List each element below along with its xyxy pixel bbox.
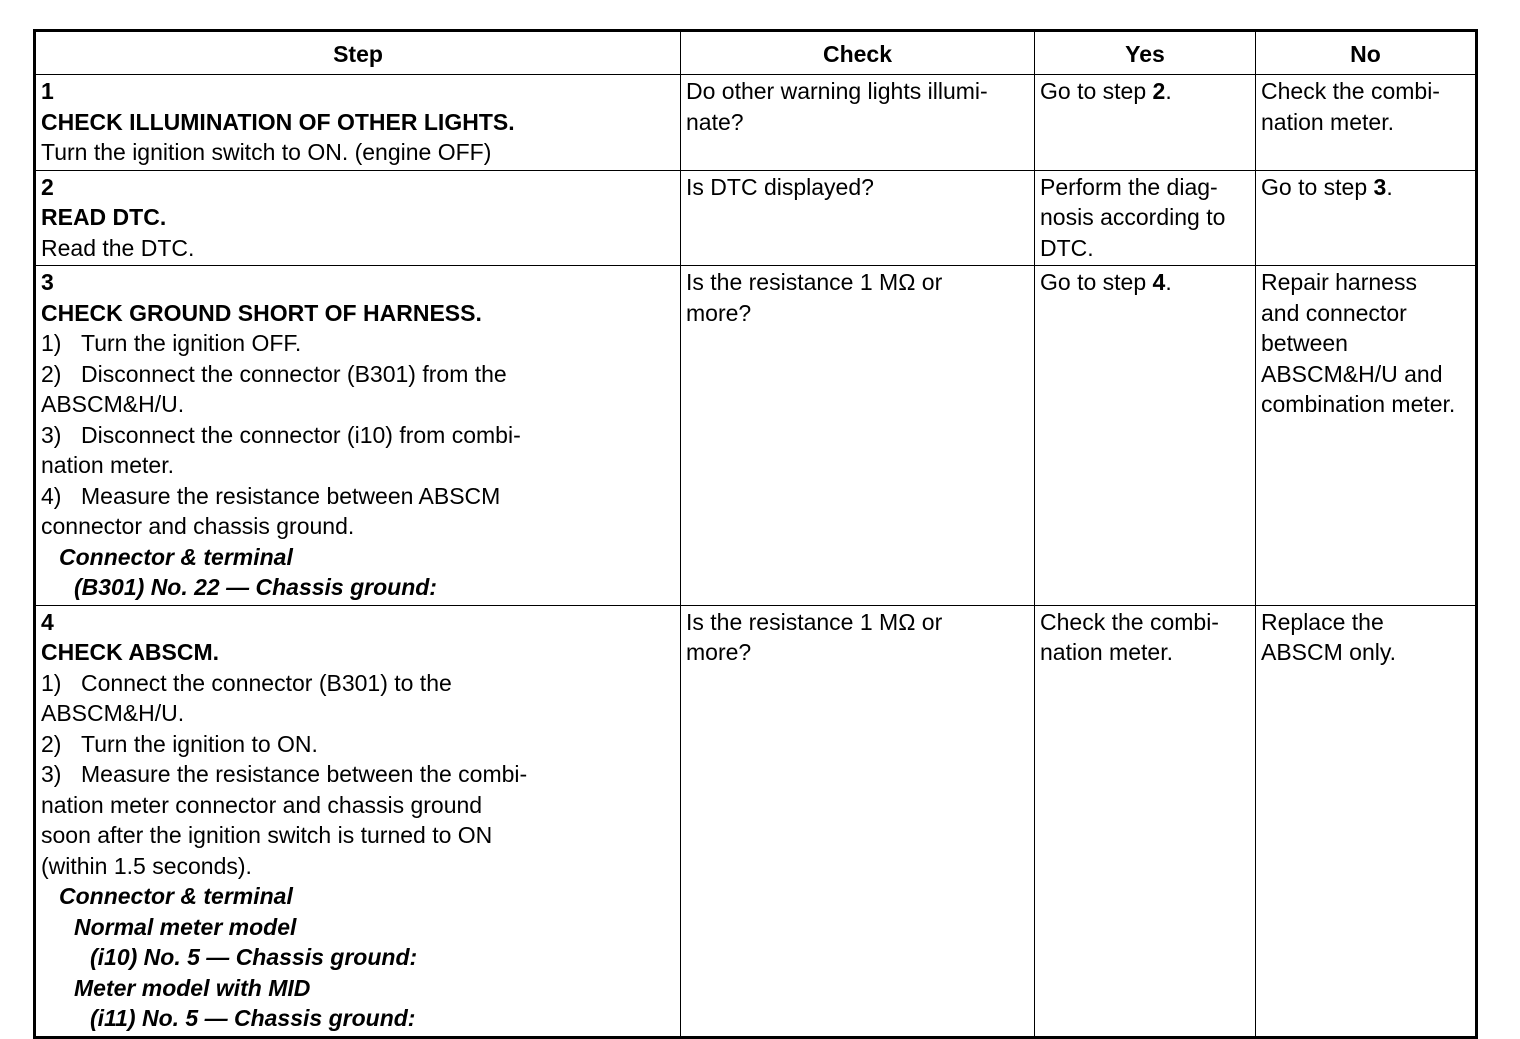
item-number: 3) [41,421,62,448]
spec-model: Normal meter model [74,913,297,940]
spec-model: Meter model with MID [74,974,311,1001]
step-line: Read the DTC. [41,234,195,261]
step-body [41,107,565,168]
item-text: Turn the ignition OFF. [81,330,302,356]
step-reference: 2 [1152,78,1166,104]
spec-heading: Connector & terminal [59,543,293,570]
yes-cell [1035,266,1256,606]
check-line: Is the resistance 1 MΩ or [686,269,943,295]
item-number: 2) [41,360,62,387]
no-line: combination meter. [1261,391,1456,417]
step-item [41,359,565,390]
no-line: Replace the [1261,608,1384,635]
step-body [41,298,565,603]
check-cell [681,266,1035,606]
check-line: Do other warning lights illumi- [686,78,988,104]
item-text: Turn the ignition to ON. [81,730,318,757]
table-row [35,75,1477,171]
step-number: 4 [41,608,54,635]
step-number: 2 [41,173,54,200]
no-line: nation meter. [1261,108,1394,135]
check-line: Is DTC displayed? [686,173,874,200]
yes-cell [1035,170,1256,266]
step-item: ABSCM&H/U. [41,391,185,417]
step-cell [35,605,681,1037]
item-number: 1) [41,669,62,696]
step-title: CHECK ILLUMINATION OF OTHER LIGHTS. [41,108,515,135]
step-title: CHECK ABSCM. [41,639,220,665]
step-body [41,202,565,263]
step-item: soon after the ignition switch is turned to ON [41,822,493,848]
check-line: nate? [686,108,744,135]
header-check: Check [681,31,1035,75]
spec-terminal: (i10) No. 5 — Chassis ground: [90,944,418,970]
yes-line: nosis according to [1040,204,1226,230]
step-title: READ DTC. [41,204,167,230]
step-item [41,481,565,512]
check-cell [681,605,1035,1037]
step-item [41,668,565,699]
header-step: Step [35,31,681,75]
no-line [1261,172,1471,203]
no-line: ABSCM&H/U and [1261,360,1443,387]
yes-text: Go to step [1040,78,1153,104]
step-item [41,729,565,760]
yes-line: nation meter. [1040,639,1173,665]
step-item [41,420,565,451]
check-cell [681,75,1035,171]
no-cell [1256,75,1477,171]
table-row [35,266,1477,606]
step-cell [35,170,681,266]
no-line: between [1261,330,1348,356]
step-item: connector and chassis ground. [41,513,355,539]
no-cell [1256,266,1477,606]
yes-line: Perform the diag- [1040,173,1218,200]
item-number: 2) [41,730,62,757]
check-line: more? [686,639,752,665]
diagnostic-procedure-table [33,29,1478,1039]
spec-heading: Connector & terminal [59,883,293,909]
yes-text: Go to step [1040,269,1153,295]
header-no: No [1256,31,1477,75]
check-cell [681,170,1035,266]
table-row [35,170,1477,266]
item-text: Disconnect the connector (B301) from the [81,360,507,387]
check-line: Is the resistance 1 MΩ or [686,608,943,635]
step-reference: 3 [1373,173,1387,200]
no-text: Go to step [1261,173,1374,200]
item-number: 4) [41,482,62,509]
yes-text-end: . [1165,269,1172,295]
step-item: ABSCM&H/U. [41,700,185,726]
yes-line: DTC. [1040,234,1094,261]
check-line: more? [686,299,752,326]
no-line: Check the combi- [1261,78,1440,104]
item-number: 1) [41,330,62,356]
spec-terminal: (B301) No. 22 — Chassis ground: [74,574,437,600]
no-line: and connector [1261,299,1407,326]
step-title: CHECK GROUND SHORT OF HARNESS. [41,299,482,326]
no-line: ABSCM only. [1261,639,1397,665]
step-item [41,759,565,790]
item-text: Measure the resistance between ABSCM [81,482,501,509]
yes-cell [1035,75,1256,171]
yes-line [1040,76,1251,107]
step-item [41,328,565,359]
step-line: Turn the ignition switch to ON. (engine OFF) [41,139,492,165]
header-yes: Yes [1035,31,1256,75]
yes-line: Check the combi- [1040,608,1219,635]
step-cell [35,75,681,171]
step-body [41,637,565,1034]
item-text: Connect the connector (B301) to the [81,669,452,696]
item-number: 3) [41,761,62,787]
step-item: nation meter connector and chassis ground [41,791,483,818]
table-row [35,605,1477,1037]
step-item: (within 1.5 seconds). [41,852,252,879]
item-text: Disconnect the connector (i10) from combi- [81,421,521,448]
step-number: 1 [41,78,54,104]
yes-text-end: . [1165,78,1172,104]
no-text-end: . [1386,173,1393,200]
spec-terminal: (i11) No. 5 — Chassis ground: [90,1005,416,1031]
step-reference: 4 [1152,269,1166,295]
step-cell [35,266,681,606]
no-line: Repair harness [1261,269,1417,295]
no-cell [1256,605,1477,1037]
yes-cell [1035,605,1256,1037]
yes-line [1040,267,1251,298]
step-number: 3 [41,269,54,295]
table-header-row [35,31,1477,75]
item-text: Measure the resistance between the combi- [81,761,528,787]
step-item: nation meter. [41,452,174,478]
no-cell [1256,170,1477,266]
